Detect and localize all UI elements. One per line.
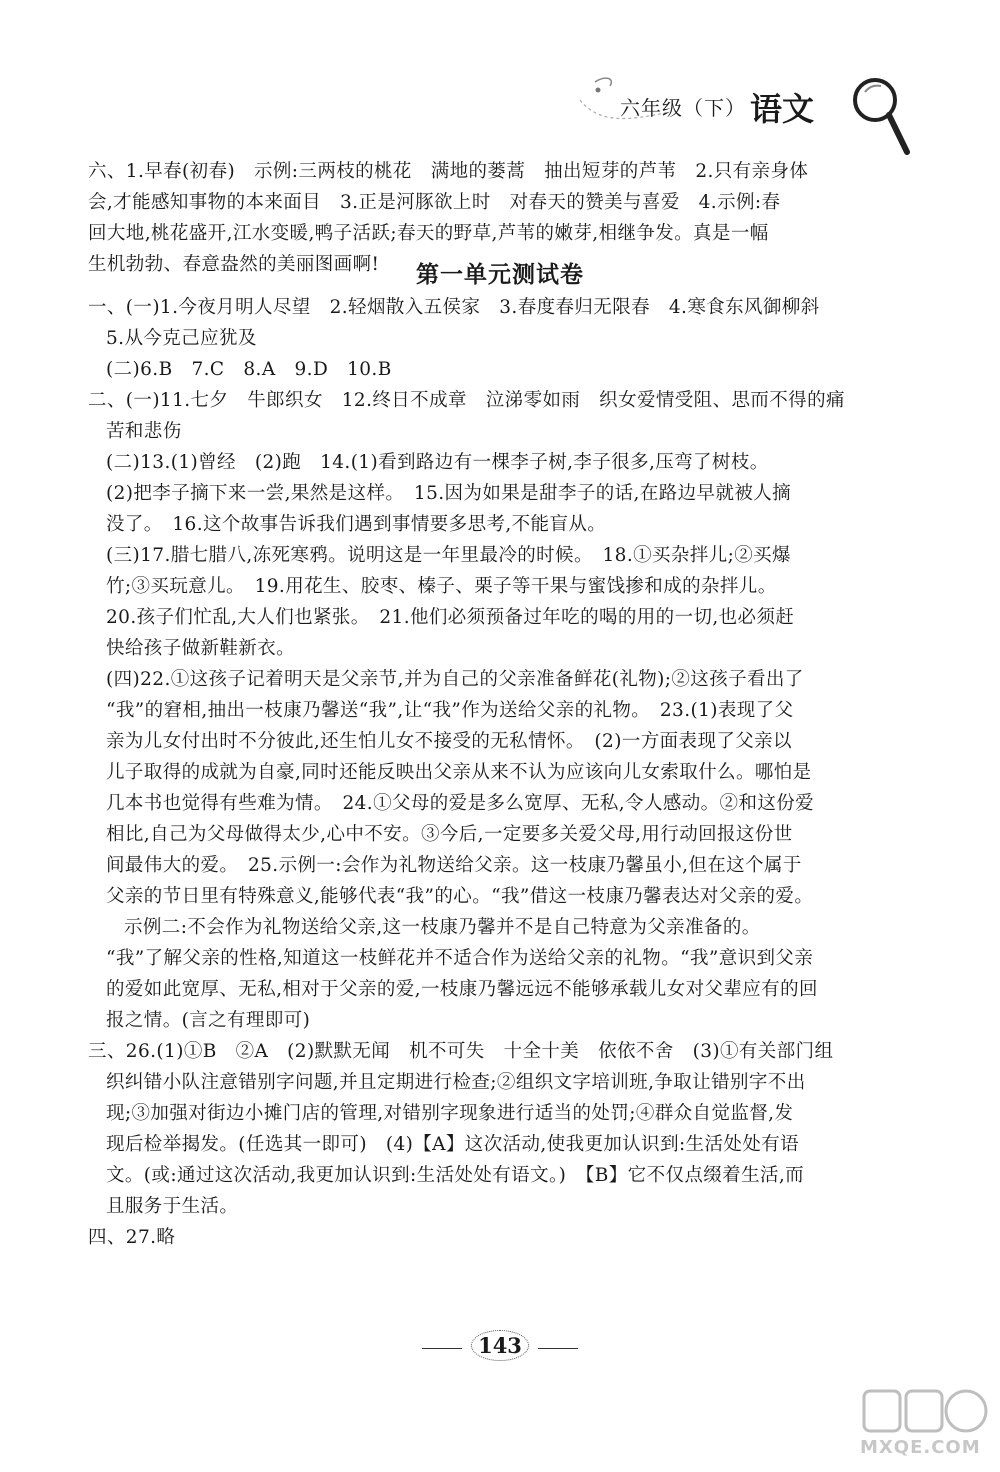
text-line: 二、(一)11.七夕 牛郎织女 12.终日不成章 泣涕零如雨 织女爱情受阻、思而不得的痛 (88, 390, 845, 411)
text-line: 且服务于生活。 (106, 1196, 239, 1217)
text-line: 没了。 16.这个故事告诉我们遇到事情要多思考,不能盲从。 (106, 514, 607, 535)
text-line: 示例二:不会作为礼物送给父亲,这一枝康乃馨并不是自己特意为父亲准备的。 (124, 917, 761, 938)
text-line: (三)17.腊七腊八,冻死寒鸦。说明这是一年里最冷的时候。 18.①买杂拌儿;②买爆 (106, 545, 791, 566)
magnifier-icon (845, 70, 915, 160)
unit-test-answers (88, 292, 920, 1253)
text-line: 现后检举揭发。(任选其一即可) (4)【A】这次活动,使我更加认识到:生活处处有语 (106, 1134, 800, 1155)
text-line: “我”了解父亲的性格,知道这一枝鲜花并不适合作为送给父亲的礼物。“我”意识到父亲 (106, 948, 814, 969)
text-line: 几本书也觉得有些难为情。 24.①父母的爱是多么宽厚、无私,令人感动。②和这份爱 (106, 793, 815, 814)
text-line: 20.孩子们忙乱,大人们也紧张。 21.他们必须预备过年吃的喝的用的一切,也必须赶 (106, 607, 795, 628)
text-line: 快给孩子做新鞋新衣。 (106, 638, 296, 659)
text-line: (2)把李子摘下来一尝,果然是这样。 15.因为如果是甜李子的话,在路边早就被人摘 (106, 483, 792, 504)
watermark-logo-icon (860, 1385, 990, 1440)
text-line: (二)6.B 7.C 8.A 9.D 10.B (106, 359, 392, 380)
text-line: 5.从今克己应犹及 (106, 328, 257, 349)
page-number (0, 1330, 1000, 1361)
text-line: 文。(或:通过这次活动,我更加认识到:生活处处有语文。) 【B】它不仅点缀着生活,而 (106, 1165, 805, 1186)
watermark (860, 1385, 990, 1465)
page-header (560, 70, 980, 160)
text-line: (四)22.①这孩子记着明天是父亲节,并为自己的父亲准备鲜花(礼物);②这孩子看出了 (106, 669, 804, 690)
text-line: 间最伟大的爱。 25.示例一:会作为礼物送给父亲。这一枝康乃馨虽小,但在这个属于 (106, 855, 802, 876)
text-line: 三、26.(1)①B ②A (2)默默无闻 机不可失 十全十美 依依不舍 (3)①有关部门组 (88, 1041, 834, 1062)
page-number-value: 143 (471, 1330, 529, 1361)
grade-label: 六年级（下） (620, 96, 746, 120)
text-line: 父亲的节日里有特殊意义,能够代表“我”的心。“我”借这一枝康乃馨表达对父亲的爱。 (106, 886, 814, 907)
text-line: 四、27.略 (88, 1227, 176, 1248)
text-line: 苦和悲伤 (106, 421, 182, 442)
text-line: 六、1.早春(初春) 示例:三两枝的桃花 满地的蒌蒿 抽出短芽的芦苇 2.只有亲身体 (88, 161, 809, 182)
text-line: 一、(一)1.今夜月明人尽望 2.轻烟散入五侯家 3.春度春归无限春 4.寒食东风御柳斜 (88, 297, 820, 318)
page-number-rule-right (538, 1348, 578, 1349)
text-line: 亲为儿女付出时不分彼此,还生怕儿女不接受的无私情怀。 (2)一方面表现了父亲以 (106, 731, 792, 752)
text-line: “我”的窘相,抽出一枝康乃馨送“我”,让“我”作为送给父亲的礼物。 23.(1)表现了父 (106, 700, 794, 721)
text-line: (二)13.(1)曾经 (2)跑 14.(1)看到路边有一棵李子树,李子很多,压弯了树枝。 (106, 452, 769, 473)
page-number-rule-left (422, 1348, 462, 1349)
text-line: 生机勃勃、春意盎然的美丽图画啊! (88, 254, 380, 275)
watermark-text: MXQE.COM (860, 1437, 981, 1458)
unit-title: 第一单元测试卷 (416, 262, 584, 288)
subject-label: 语文 (750, 90, 815, 128)
text-line: 相比,自己为父母做得太少,心中不安。③今后,一定要多关爱父母,用行动回报这份世 (106, 824, 793, 845)
text-line: 会,才能感知事物的本来面目 3.正是河豚欲上时 对春天的赞美与喜爱 4.示例:春 (88, 192, 781, 213)
text-line: 织纠错小队注意错别字问题,并且定期进行检查;②组织文字培训班,争取让错别字不出 (106, 1072, 806, 1093)
text-line: 的爱如此宽厚、无私,相对于父亲的爱,一枝康乃馨远远不能够承载儿女对父辈应有的回 (106, 979, 818, 1000)
text-line: 现;③加强对街边小摊门店的管理,对错别字现象进行适当的处罚;④群众自觉监督,发 (106, 1103, 794, 1124)
text-line: 报之情。(言之有理即可) (106, 1010, 311, 1031)
text-line: 竹;③买玩意儿。 19.用花生、胶枣、榛子、栗子等干果与蜜饯掺和成的杂拌儿。 (106, 576, 777, 597)
text-line: 儿子取得的成就为自豪,同时还能反映出父亲从来不认为应该向儿女索取什么。哪怕是 (106, 762, 812, 783)
text-line: 回大地,桃花盛开,江水变暖,鸭子活跃;春天的野草,芦苇的嫩芽,相继争发。真是一幅 (88, 223, 769, 244)
